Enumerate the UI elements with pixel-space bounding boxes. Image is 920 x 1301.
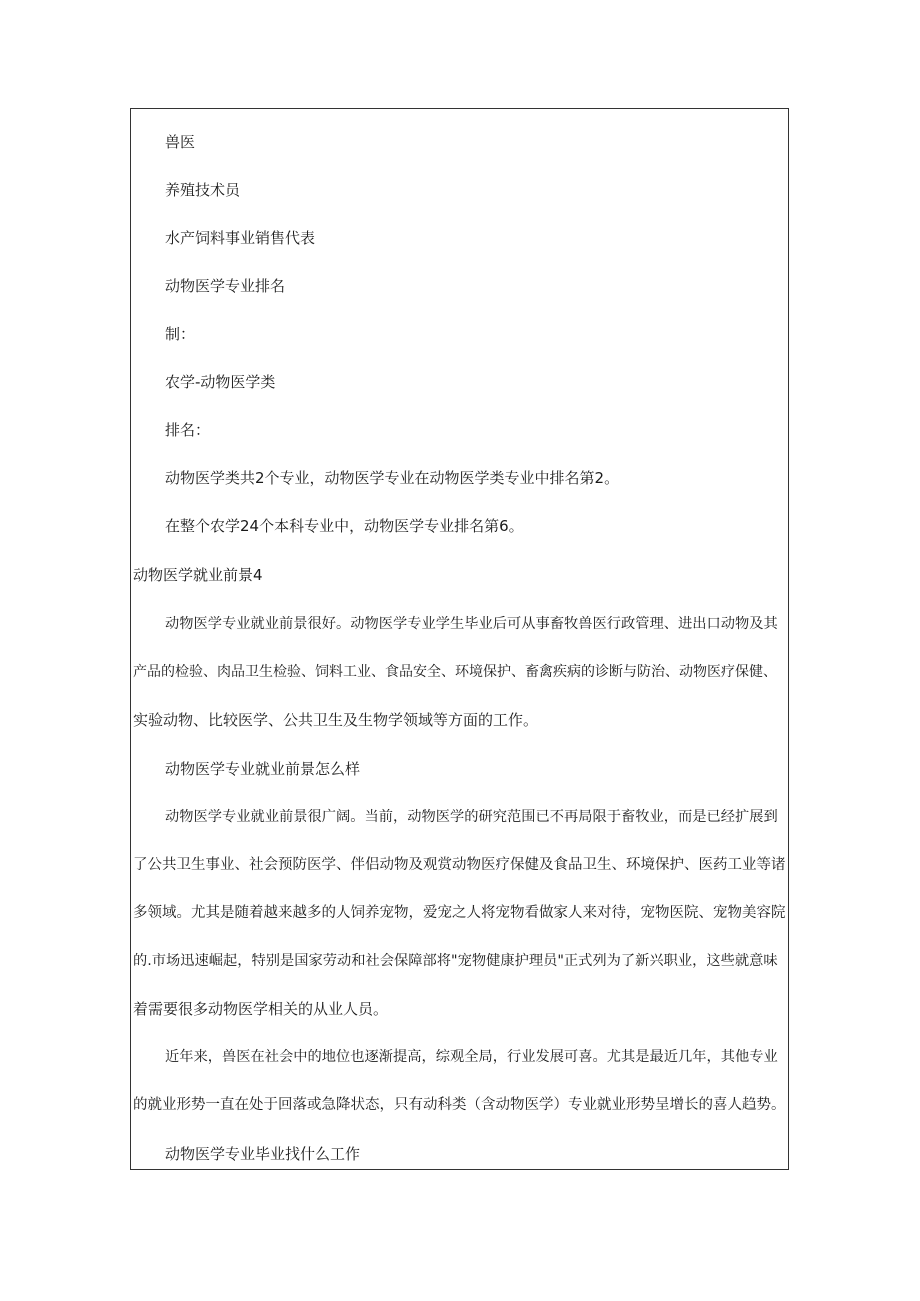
section-heading: 动物医学就业前景4	[133, 566, 263, 584]
paragraph-line: 产品的检验、肉品卫生检验、饲料工业、食品安全、环境保护、畜禽疾病的诊断与防治、动物医疗保健、	[133, 664, 777, 680]
text-line: 兽医	[165, 133, 196, 151]
text-line: 排名：	[165, 421, 211, 439]
text-line: 制：	[165, 325, 196, 343]
paragraph-line: 着需要很多动物医学相关的从业人员。	[133, 1000, 389, 1018]
paragraph-line: 的.市场迅速崛起，特别是国家劳动和社会保障部将"宠物健康护理员"正式列为了新兴职业，这些就意味	[133, 953, 778, 969]
text-line: 农学-动物医学类	[165, 373, 276, 391]
text-line: 水产饲料事业销售代表	[165, 229, 316, 247]
text-line: 在整个农学24个本科专业中，动物医学专业排名第6。	[165, 517, 524, 535]
paragraph-line: 动物医学专业就业前景很广阔。当前，动物医学的研究范围已不再局限于畜牧业，而是已经扩展到	[165, 809, 778, 825]
text-line: 动物医学类共2个专业，动物医学专业在动物医学类专业中排名第2。	[165, 469, 620, 487]
section-heading: 动物医学专业毕业找什么工作	[165, 1145, 361, 1163]
section-heading: 动物医学专业就业前景怎么样	[165, 760, 361, 778]
paragraph-line: 实验动物、比较医学、公共卫生及生物学领域等方面的工作。	[133, 711, 539, 729]
paragraph-line: 的就业形势一直在处于回落或急降状态，只有动科类（含动物医学）专业就业形势呈增长的喜人趋势。	[133, 1097, 786, 1113]
paragraph-line: 了公共卫生事业、社会预防医学、伴侣动物及观赏动物医疗保健及食品卫生、环境保护、医药工业等诸	[133, 857, 786, 873]
paragraph-line: 近年来，兽医在社会中的地位也逐渐提高，综观全局，行业发展可喜。尤其是最近几年，其他专业	[165, 1049, 778, 1065]
section-heading: 动物医学专业排名	[165, 277, 286, 295]
paragraph-line: 动物医学专业就业前景很好。动物医学专业学生毕业后可从事畜牧兽医行政管理、进出口动物及其	[165, 616, 778, 632]
paragraph-line: 多领域。尤其是随着越来越多的人饲养宠物，爱宠之人将宠物看做家人来对待，宠物医院、宠物美容院	[133, 905, 786, 921]
text-line: 养殖技术员	[165, 181, 241, 199]
